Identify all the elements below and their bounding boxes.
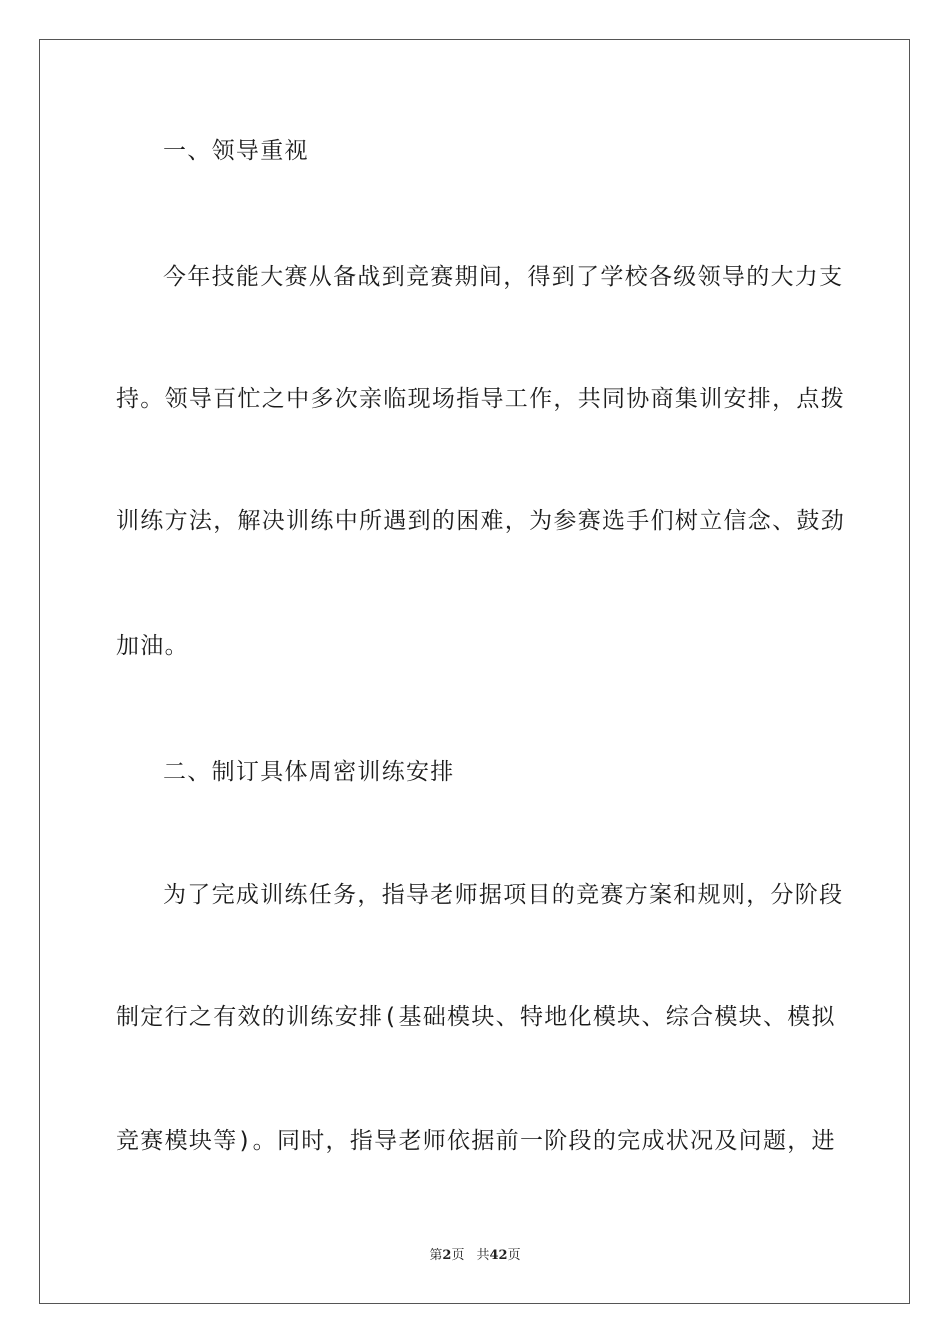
footer-total-pages: 42	[489, 1248, 508, 1263]
footer-page-prefix: 第	[429, 1248, 443, 1263]
page-border	[39, 39, 910, 1304]
paragraph-1-line-1: 今年技能大赛从备战到竞赛期间，得到了学校各级领导的大力支	[163, 264, 844, 290]
paragraph-1-line-4: 加油。	[116, 633, 189, 659]
footer-page-number: 2	[442, 1248, 452, 1263]
paragraph-1-line-3: 训练方法，解决训练中所遇到的困难，为参赛选手们树立信念、鼓劲	[116, 508, 845, 534]
paragraph-2-line-1: 为了完成训练任务，指导老师据项目的竞赛方案和规则，分阶段	[163, 882, 844, 908]
footer-page-suffix: 页	[451, 1248, 465, 1263]
footer-total-suffix: 页	[507, 1248, 521, 1263]
section-heading-1: 一、领导重视	[163, 138, 309, 164]
page-footer	[0, 1247, 950, 1265]
section-heading-2: 二、制订具体周密训练安排	[163, 759, 455, 785]
footer-total-prefix: 共	[476, 1248, 490, 1263]
paragraph-2-line-3: 竞赛模块等)。同时，指导老师依据前一阶段的完成状况及问题，进	[116, 1128, 836, 1154]
paragraph-2-line-2: 制定行之有效的训练安排(基础模块、特地化模块、综合模块、模拟	[116, 1004, 836, 1030]
paragraph-1-line-2: 持。领导百忙之中多次亲临现场指导工作，共同协商集训安排，点拨	[116, 386, 845, 412]
